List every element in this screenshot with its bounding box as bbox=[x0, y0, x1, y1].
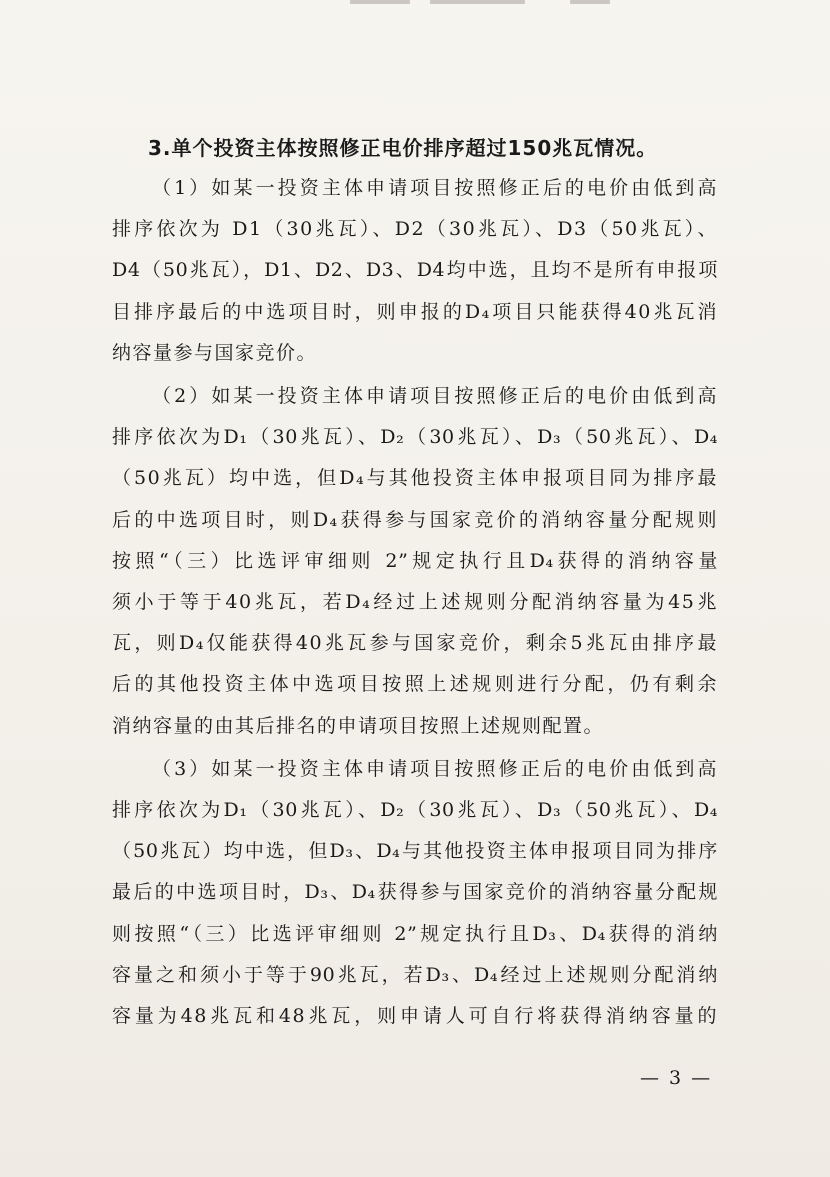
paragraph-2 bbox=[112, 376, 718, 747]
text-line: （2）如某一投资主体申请项目按照修正后的电价由低到高 bbox=[152, 385, 718, 408]
paragraph-1 bbox=[112, 168, 718, 374]
scan-artifact bbox=[350, 0, 410, 4]
text-line: 后的其他投资主体中选项目按照上述规则进行分配，仍有剩余 bbox=[112, 673, 718, 696]
body-text bbox=[112, 128, 718, 1037]
page-number: — 3 — bbox=[640, 1067, 713, 1089]
scan-artifact bbox=[570, 0, 610, 4]
text-line: 排序依次为D₁（30兆瓦）、D₂（30兆瓦）、D₃（50兆瓦）、D₄ bbox=[112, 799, 718, 822]
text-line: 消纳容量的由其后排名的申请项目按照上述规则配置。 bbox=[112, 714, 605, 737]
text-line: （50兆瓦）均中选，但D₃、D₄与其他投资主体申报项目同为排序 bbox=[112, 840, 718, 863]
text-line: 目排序最后的中选项目时，则申报的D₄项目只能获得40兆瓦消 bbox=[112, 300, 718, 323]
text-line: 按照“（三）比选评审细则 2”规定执行且D₄获得的消纳容量 bbox=[112, 549, 718, 572]
text-line: 容量为48兆瓦和48兆瓦，则申请人可自行将获得消纳容量的 bbox=[112, 1005, 718, 1028]
text-line: 排序依次为 D1（30兆瓦）、D2（30兆瓦）、D3（50兆瓦）、 bbox=[112, 218, 718, 241]
text-line: 排序依次为D₁（30兆瓦）、D₂（30兆瓦）、D₃（50兆瓦）、D₄ bbox=[112, 426, 718, 449]
text-line: 后的中选项目时，则D₄获得参与国家竞价的消纳容量分配规则 bbox=[112, 508, 718, 531]
text-line: 纳容量参与国家竞价。 bbox=[112, 341, 318, 364]
paragraph-3 bbox=[112, 749, 718, 1037]
text-line: 最后的中选项目时，D₃、D₄获得参与国家竞价的消纳容量分配规 bbox=[112, 881, 718, 904]
text-line: 须小于等于40兆瓦，若D₄经过上述规则分配消纳容量为45兆 bbox=[112, 591, 718, 614]
text-line: 容量之和须小于等于90兆瓦，若D₃、D₄经过上述规则分配消纳 bbox=[112, 963, 718, 986]
text-line: （1）如某一投资主体申请项目按照修正后的电价由低到高 bbox=[152, 177, 718, 199]
text-line: （3）如某一投资主体申请项目按照修正后的电价由低到高 bbox=[152, 757, 718, 780]
text-line: （50兆瓦）均中选，但D₄与其他投资主体申报项目同为排序最 bbox=[112, 467, 718, 490]
section-heading: 3.单个投资主体按照修正电价排序超过150兆瓦情况。 bbox=[148, 136, 658, 160]
text-line: 则按照“（三）比选评审细则 2”规定执行且D₃、D₄获得的消纳 bbox=[112, 922, 718, 945]
text-line: D4（50兆瓦），D1、D2、D3、D4均中选，且均不是所有申报项 bbox=[112, 259, 718, 282]
text-line: 瓦，则D₄仅能获得40兆瓦参与国家竞价，剩余5兆瓦由排序最 bbox=[112, 632, 718, 655]
scan-artifact bbox=[430, 0, 525, 4]
